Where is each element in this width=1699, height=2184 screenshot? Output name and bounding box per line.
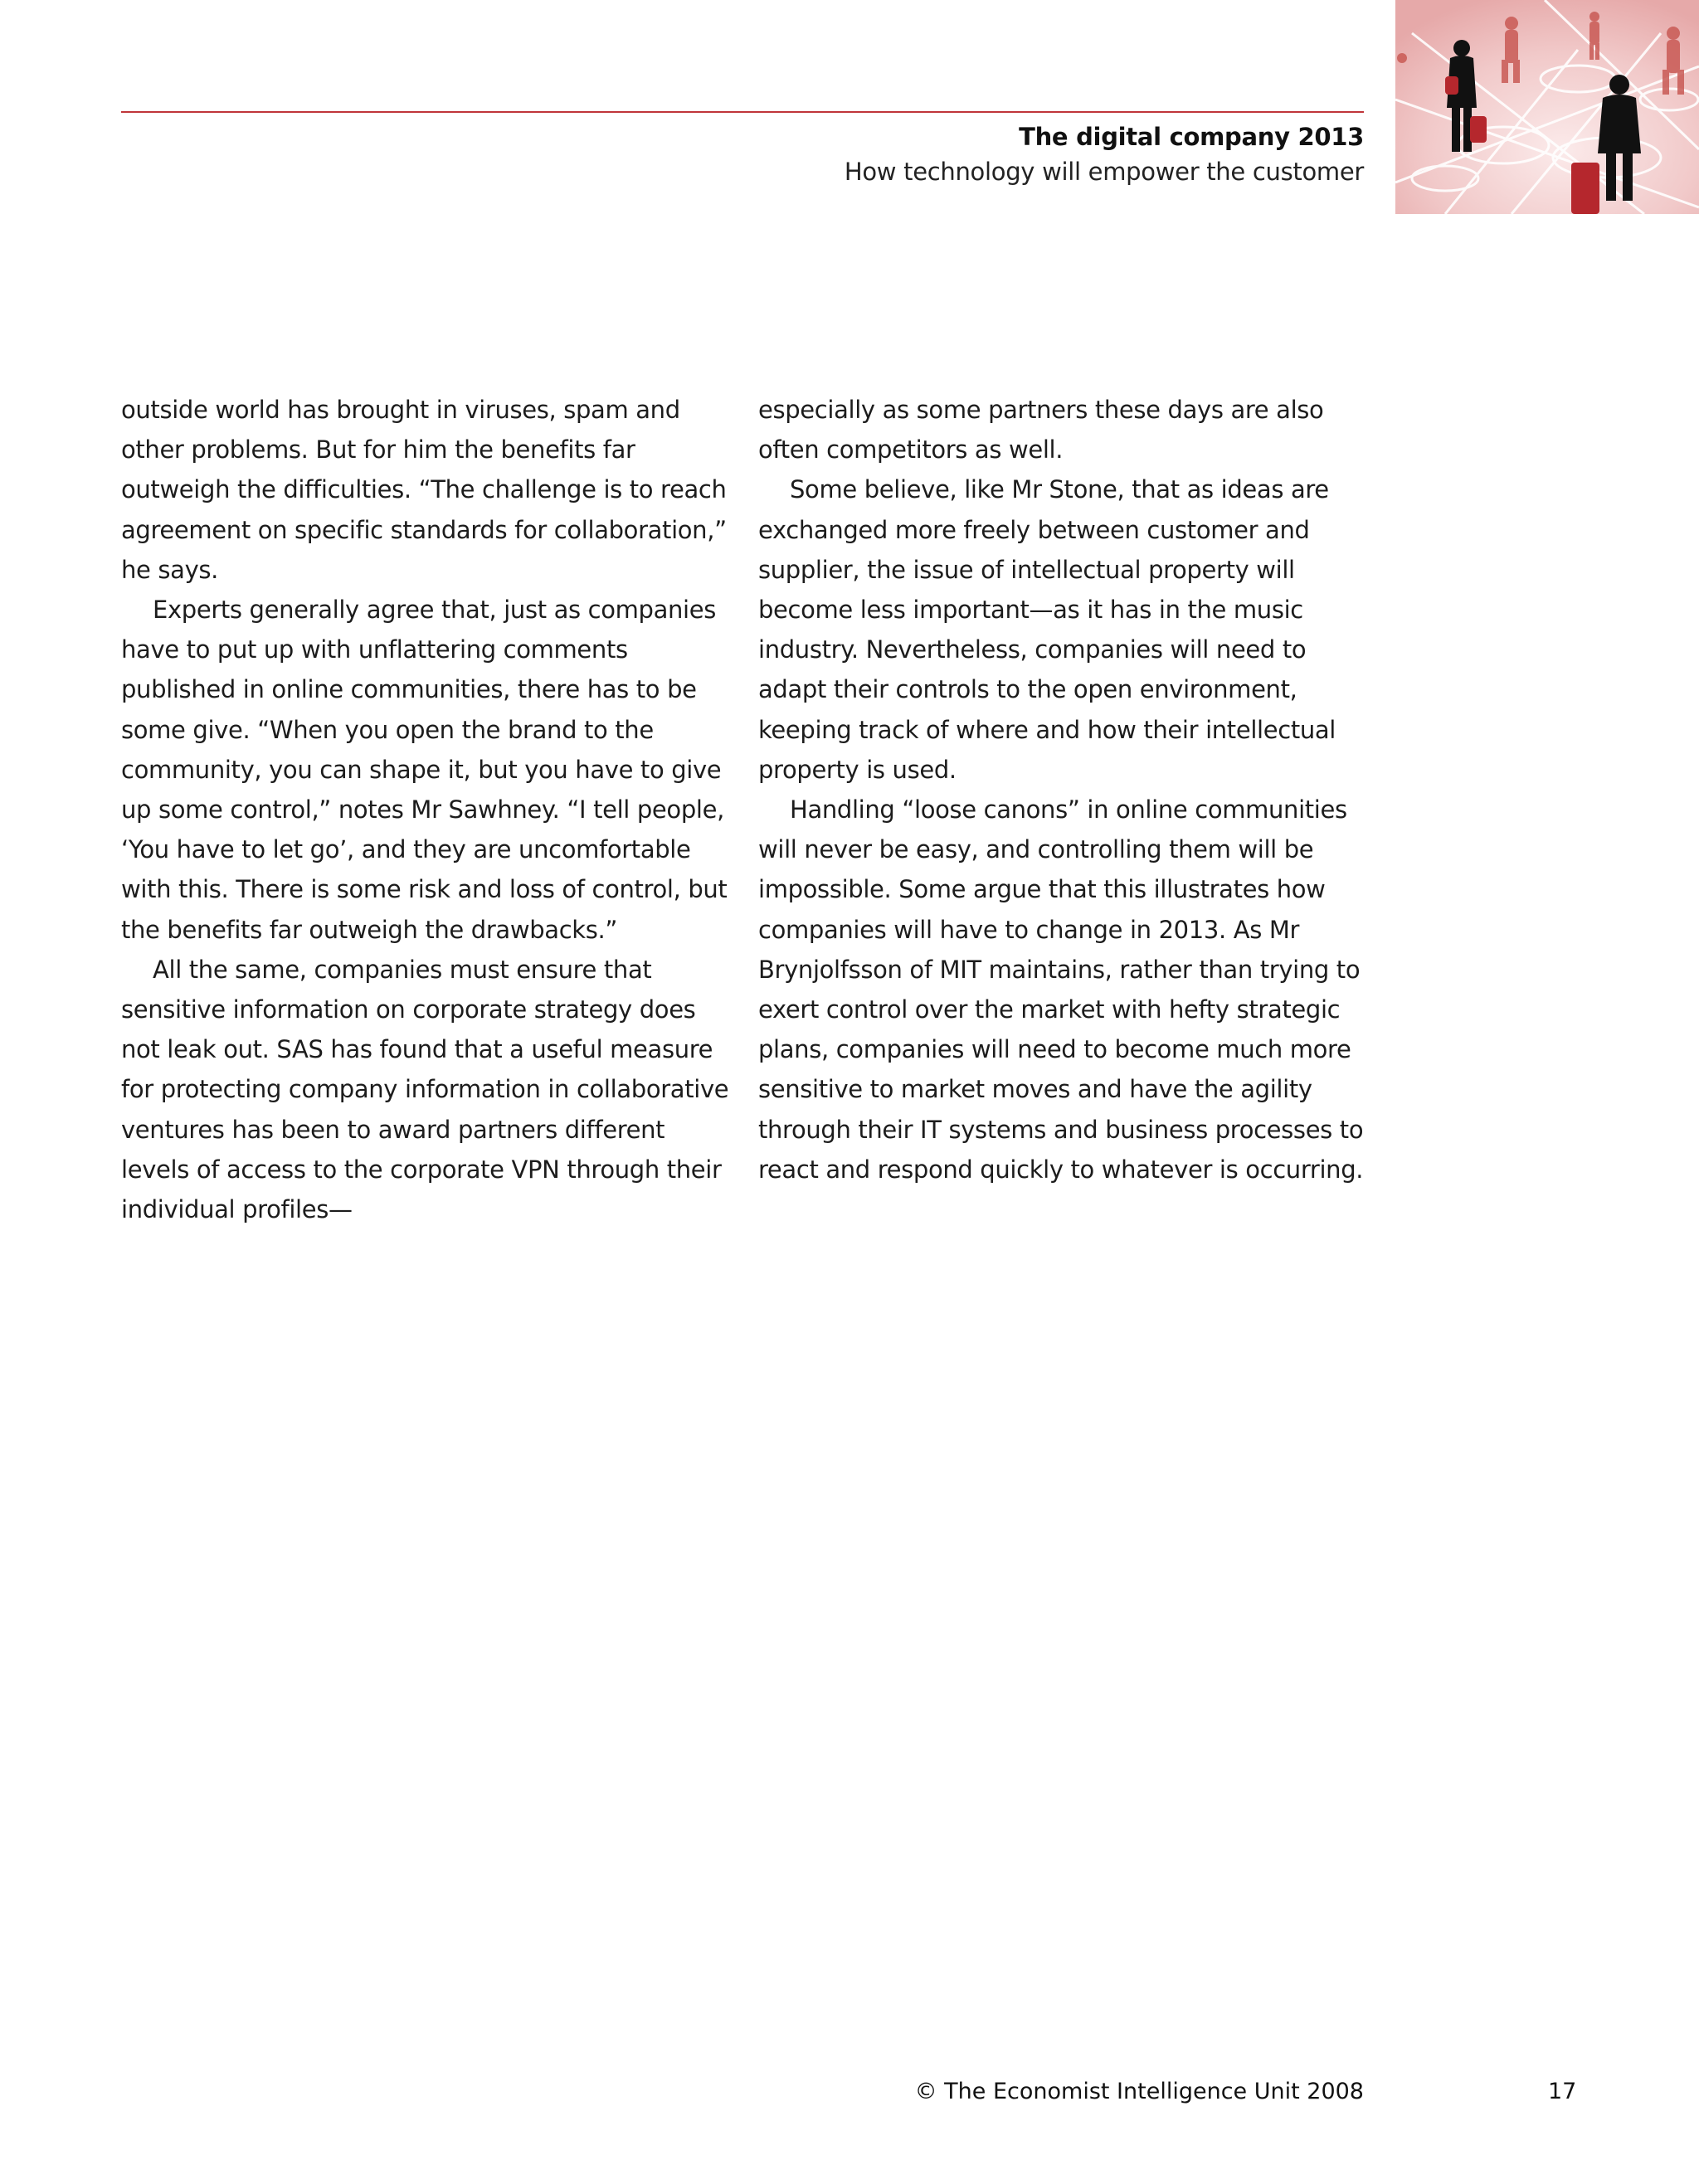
paragraph: outside world has brought in viruses, spam and other problems. But for him the benefits far outweigh the difficulties. “The challenge is to reach agreement on specific standards for collaboration,” he says. [121, 396, 727, 584]
paragraph: Experts generally agree that, just as companies have to put up with unflattering comments published in online communities, there has to be some give. “When you open the brand to the community, you can shape it, but you have to give up some control,” notes Mr Sawhney. “I tell people, ‘You have to let go’, and they are uncomfortable with this. There is some risk and loss of control, but the benefits far outweigh the drawbacks.” [121, 596, 728, 944]
article-left-column [121, 390, 731, 1229]
report-subtitle: How technology will empower the customer [844, 158, 1364, 186]
footer-copyright: © The Economist Intelligence Unit 2008 [914, 2079, 1364, 2104]
people-network-illustration [1395, 0, 1699, 214]
paragraph: Some believe, like Mr Stone, that as ideas are exchanged more freely between customer and supplier, the issue of intellectual property will become less important—as it has in the music industry. Nevertheless, companies will need to adapt their controls to the open environment, keeping track of where and how their intellectual property is used. [758, 475, 1336, 784]
paragraph: Handling “loose canons” in online communities will never be easy, and controlling them will be impossible. Some argue that this illustrates how companies will have to change in 2013. As Mr Brynjolfsson of MIT maintains, rather than trying to exert control over the market with hefty strategic plans, companies will need to become much more sensitive to market moves and have the agility through their IT systems and business processes to react and respond quickly to whatever is occurring. [758, 795, 1364, 1184]
header-rule [121, 111, 1364, 113]
cover-image [1395, 0, 1699, 214]
article-right-column [758, 390, 1368, 1189]
report-title: The digital company 2013 [1019, 123, 1364, 151]
paragraph: All the same, companies must ensure that sensitive information on corporate strategy does not leak out. SAS has found that a useful measure for protecting company information in collaborative ventures has been to award partners different levels of access to the corporate VPN through their individual profiles— [121, 955, 729, 1224]
paragraph: especially as some partners these days are also often competitors as well. [758, 396, 1324, 465]
page-number: 17 [1548, 2079, 1577, 2104]
